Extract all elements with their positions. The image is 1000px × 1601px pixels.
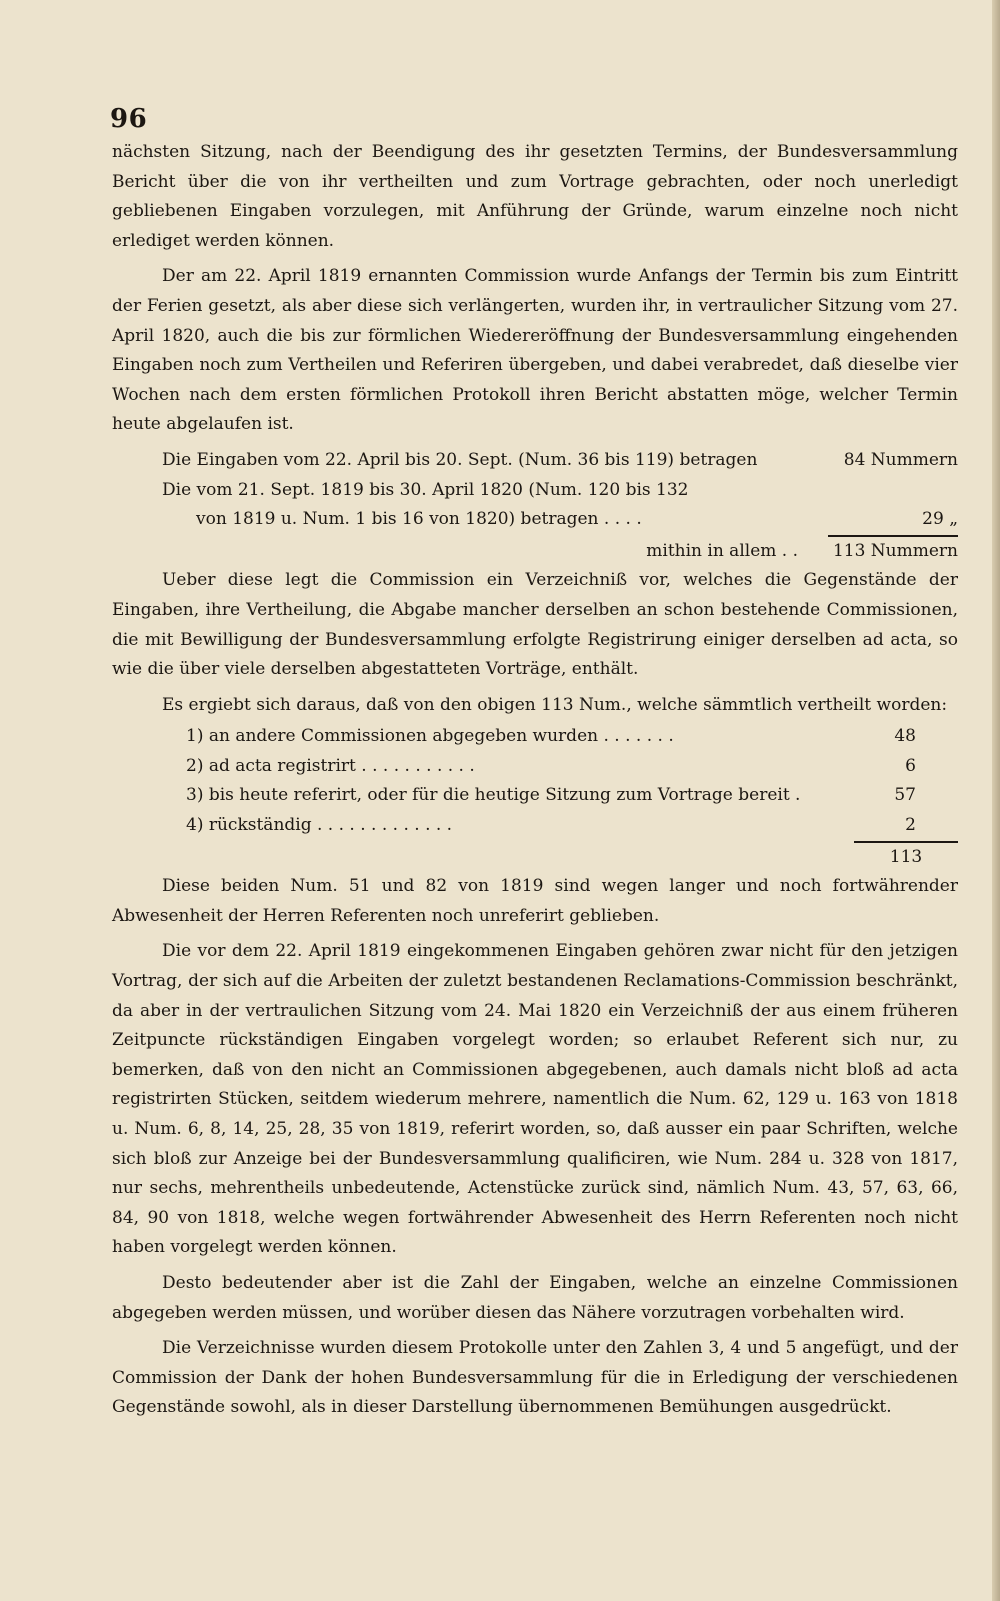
- list-item: [112, 811, 958, 841]
- list-item: [112, 752, 958, 782]
- paragraph-unreferirt: Diese beiden Num. 51 und 82 von 1819 sind wegen langer und noch fortwährender Abwesenheit der Herren Referenten noch unreferirt geblieben.: [112, 876, 958, 926]
- paragraph-commission-count: Desto bedeutender aber ist die Zahl der Eingaben, welche an einzelne Commissionen abgegeben werden müssen, und worüber diesen das Nähere vorzutragen vorbehalten wird.: [112, 1272, 958, 1323]
- list-item-value: 48: [894, 726, 916, 747]
- document-body: [112, 138, 958, 1429]
- paragraph-earlier-submissions: Die vor dem 22. April 1819 eingekommenen Eingaben gehören zwar nicht für den jetzigen Vortrag, der sich auf die Arbeiten der zuletzt bestandenen Reclamations-Commission beschränkt, da aber in der vertraulichen Sitzung vom 24. Mai 1820 ein Verzeichniß der aus einem früheren Zeitpuncte rückständigen Eingaben vorgelegt worden; so erlaubet Referent sich nur, zu bemerken, daß von den nicht an Commissionen abgegebenen, auch damals nicht bloß ad acta registrirten Stücken, seitdem wiederum mehrere, namentlich die Num. 62, 129 u. 163 von 1818 u. Num. 6, 8, 14, 25, 28, 35 von 1819, referirt worden, so, daß ausser ein paar Schriften, welche sich bloß zur Anzeige bei der Bundesversammlung qualificiren, wie Num. 284 u. 328 von 1817, nur sechs, mehrentheils unbedeutende, Actenstücke zurück sind, nämlich Num. 43, 57, 63, 66, 84, 90 von 1818, welche wegen fortwährender Abwesenheit des Herrn Referenten noch nicht haben vorgelegt werden können.: [112, 941, 958, 1258]
- tally-sum-row: [112, 535, 958, 567]
- list-total-row: [112, 841, 958, 873]
- page-number: 96: [110, 104, 148, 134]
- list-item-value: 6: [905, 755, 916, 776]
- list-item-value: 2: [905, 815, 916, 836]
- list-item: [112, 722, 958, 752]
- distribution-list: [112, 722, 958, 872]
- tally-row-2-label-a: Die vom 21. Sept. 1819 bis 30. April 1820 (Num. 120 bis 132: [162, 479, 689, 500]
- tally-row-1-value: 84 Nummern: [843, 449, 958, 470]
- tally-row-2b: [112, 505, 958, 535]
- list-item-value: 57: [894, 785, 916, 806]
- tally-sum-value: 113 Nummern: [828, 535, 958, 567]
- list-item: [112, 781, 958, 811]
- tally-row-2-value: 29 „: [922, 509, 958, 530]
- tally-row-2a: [112, 476, 958, 506]
- tally-row-2-label-b: von 1819 u. Num. 1 bis 16 von 1820) betragen . . . .: [196, 509, 642, 530]
- paragraph-closing: Die Verzeichnisse wurden diesem Protokolle unter den Zahlen 3, 4 und 5 angefügt, und der Commission der Dank der hohen Bundesversammlung für die in Erledigung der verschiedenen Gegenstände sowohl, als in dieser Darstellung übernommenen Bemühungen ausgedrückt.: [112, 1338, 958, 1418]
- list-total: 113: [854, 841, 958, 873]
- list-item-label: 2) ad acta registrirt . . . . . . . . . . .: [186, 755, 475, 776]
- tally-row-1-label: Die Eingaben vom 22. April bis 20. Sept. (Num. 36 bis 119) betragen: [162, 449, 758, 470]
- tally-sum-label: mithin in allem . .: [646, 540, 798, 561]
- tally-row-1: [112, 446, 958, 476]
- list-item-label: 1) an andere Commissionen abgegeben wurden . . . . . . .: [186, 726, 674, 747]
- list-item-label: 3) bis heute referirt, oder für die heutige Sitzung zum Vortrage bereit .: [186, 785, 801, 806]
- paragraph-ergiebt: Es ergiebt sich daraus, daß von den obigen 113 Num., welche sämmtlich vertheilt worden:: [162, 694, 948, 715]
- paragraph-verzeichniss: Ueber diese legt die Commission ein Verzeichniß vor, welches die Gegenstände der Eingaben, ihre Vertheilung, die Abgabe mancher derselben an schon bestehende Commissionen, die mit Bewilligung der Bundesversammlung erfolgte Registrirung einiger derselben ad acta, so wie die über viele derselben abgestatteten Vorträge, enthält.: [112, 570, 958, 680]
- paragraph-commission-term: Der am 22. April 1819 ernannten Commission wurde Anfangs der Termin bis zum Eintritt der Ferien gesetzt, als aber diese sich verlängerten, wurden ihr, in vertraulicher Sitzung vom 27. April 1820, auch die bis zur förmlichen Wiedereröffnung der Bundesversammlung eingehenden Eingaben noch zum Vertheilen und Referiren übergeben, und dabei verabredet, daß dieselbe vier Wochen nach dem ersten förmlichen Protokoll ihren Bericht abstatten möge, welcher Termin heute abgelaufen ist.: [112, 266, 958, 435]
- page-spine-edge: [992, 0, 1000, 1601]
- paragraph-continuation: nächsten Sitzung, nach der Beendigung des ihr gesetzten Termins, der Bundesversammlung Bericht über die von ihr vertheilten und zum Vortrage gebrachten, oder noch unerledigt gebliebenen Eingaben vorzulegen, mit Anführung der Gründe, warum einzelne noch nicht erlediget werden können.: [112, 142, 958, 251]
- list-item-label: 4) rückständig . . . . . . . . . . . . .: [186, 815, 453, 836]
- tally-block: [112, 446, 958, 566]
